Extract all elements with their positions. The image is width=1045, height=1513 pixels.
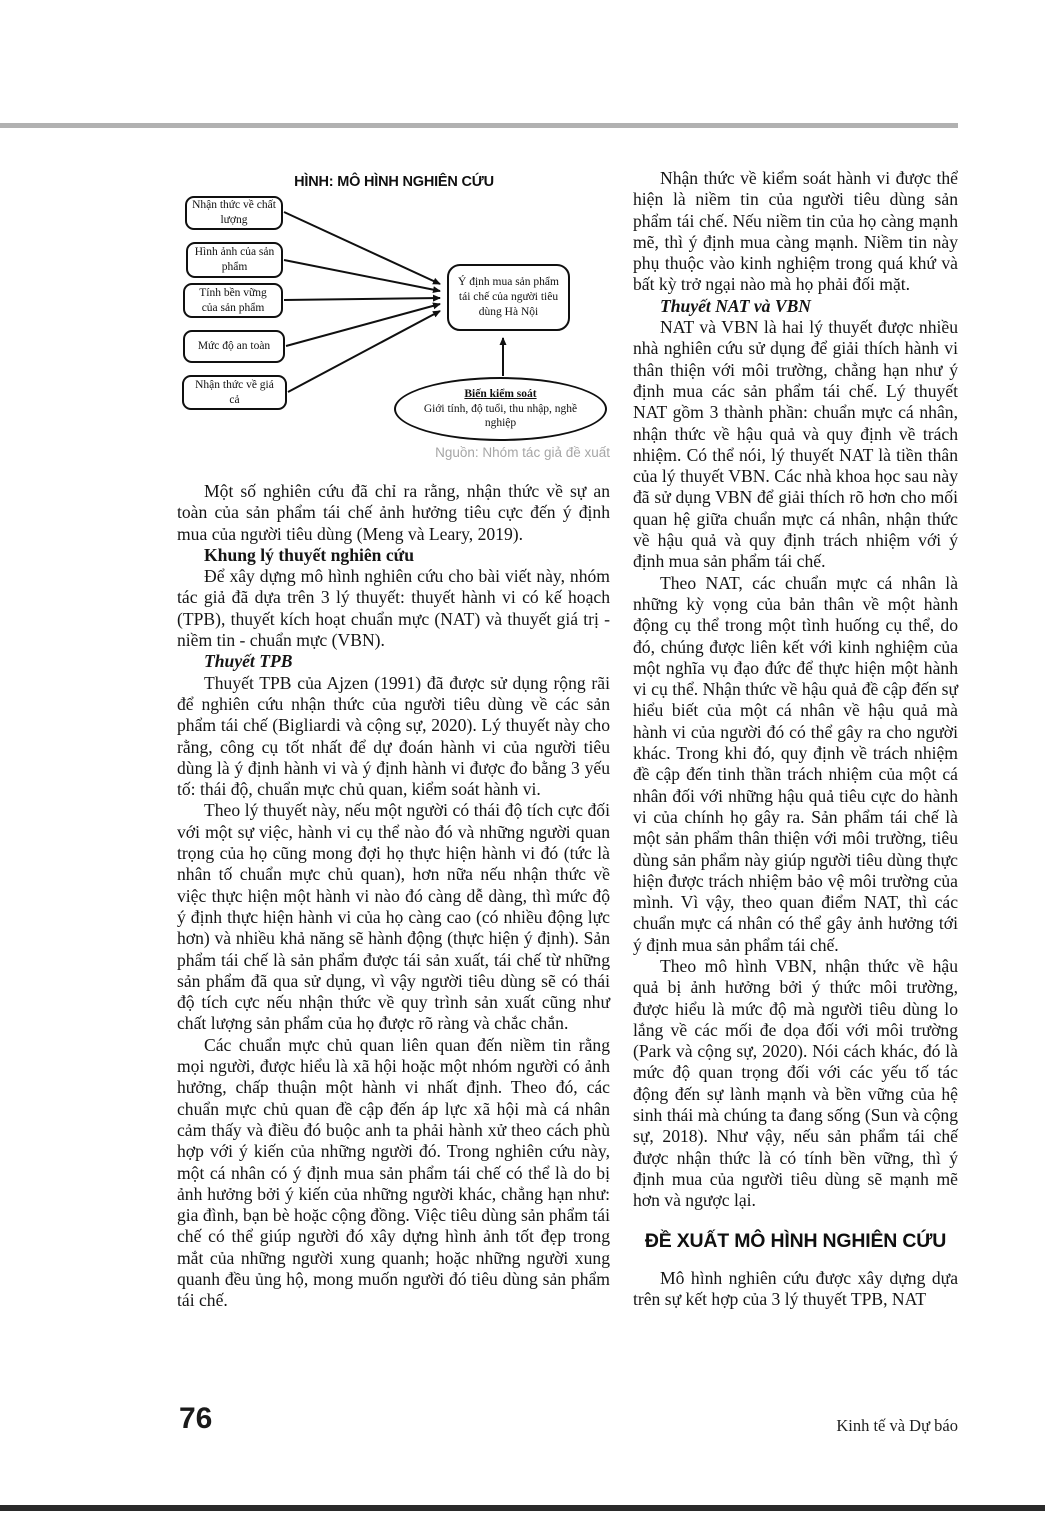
paragraph: Theo lý thuyết này, nếu một người có thái độ tích cực đối với một sự việc, hành vi cụ thể nào đó và những người quan trọng của họ cũng mong đợi họ thực hiện hành vi đó (tức là nhân tố chuẩn mực chủ quan), hơn nữa nếu nhận thức về việc thực hiện một hành vi nào đó càng dễ dàng, thì mức độ ý định thực hiện hành vi của họ càng cao (có nhiều động lực hơn) và nhiều khả năng sẽ hành động (thực hiện ý định). Sản phẩm tái chế là sản phẩm được tái sản xuất, tái chế từ những sản phẩm đã qua sử dụng, vì vậy người tiêu dùng sẽ có thái độ tích cực nếu nhận thức về quy trình sản xuất cũng như chất lượng sản phẩm của họ được rõ ràng và chắc chắn. xyxy=(177,800,610,1034)
control-variables-ellipse xyxy=(394,377,607,441)
figure-source-caption: Nguồn: Nhóm tác giả đề xuất xyxy=(435,445,610,460)
paragraph: Nhận thức về kiểm soát hành vi được thể hiện là niềm tin của người tiêu dùng sản phẩm tái chế. Nếu niềm tin của họ càng mạnh mẽ, thì ý định mua càng mạnh. Niềm tin này phụ thuộc vào kinh nghiệm trong quá khứ và bất kỳ trở ngại nào mà họ phải đối mặt. xyxy=(633,168,958,295)
journal-name: Kinh tế và Dự báo xyxy=(836,1416,958,1435)
factor-box-safety: Mức độ an toàn xyxy=(183,330,285,363)
header-rule xyxy=(0,123,958,128)
subheading-framework: Khung lý thuyết nghiên cứu xyxy=(204,544,415,565)
paragraph: NAT và VBN là hai lý thuyết được nhiều nhà nghiên cứu sử dụng để giải thích hành vi thân thiện với môi trường, chẳng hạn như ý định mua các sản phẩm tái chế. Lý thuyết NAT gồm 3 thành phần: chuẩn mực cá nhân, nhận thức về hậu quả và quy định về trách nhiệm. Có thể nói, lý thuyết NAT là tiền thân của lý thuyết VBN. Các nhà khoa học sau này đã sử dụng VBN để giải thích rõ hơn cho mối quan hệ giữa chuẩn mực cá nhân, nhận thức về hậu quả và quy định trách nhiệm với ý định mua sản phẩm tái chế. xyxy=(633,317,958,572)
paragraph: Mô hình nghiên cứu được xây dựng dựa trên sự kết hợp của 3 lý thuyết TPB, NAT xyxy=(633,1267,958,1309)
paragraph: Các chuẩn mực chủ quan liên quan đến niềm tin rằng mọi người, được hiểu là xã hội hoặc một nhóm người có ảnh hưởng, chấp thuận một hành vi nhất định. Theo đó, các chuẩn mực chủ quan đề cập đến áp lực xã hội mà cá nhân cảm thấy và điều đó buộc anh ta phải hành xử theo cách phù hợp với ý kiến của những người đó. Trong nghiên cứu này, một cá nhân có ý định mua sản phẩm tái chế có thể là do bị ảnh hưởng bởi ý kiến của những người khác, chẳng hạn như: gia đình, bạn bè hoặc cộng đồng. Việc tiêu dùng sản phẩm tái chế có thể giúp người đó xây dựng hình ảnh tốt đẹp trong mắt của những người xung quanh; hoặc những người xung quanh đều ủng hộ, mong muốn người đó tiêu dùng sản phẩm tái chế. xyxy=(177,1034,610,1311)
subheading-tpb: Thuyết TPB xyxy=(204,651,293,672)
subheading-nat-vbn: Thuyết NAT và VBN xyxy=(660,295,812,316)
paragraph: Để xây dựng mô hình nghiên cứu cho bài viết này, nhóm tác giả đã dựa trên 3 lý thuyết: thuyết hành vi có kế hoạch (TPB), thuyết kích hoạt chuẩn mực (NAT) và thuyết giá trị - niềm tin - chuẩn mực (VBN). xyxy=(177,566,610,651)
paragraph: Theo mô hình VBN, nhận thức về hậu quả bị ảnh hưởng bởi ý thức môi trường, được hiểu là mức độ mà người tiêu dùng lo lắng về các mối đe dọa đối với môi trường (Park và cộng sự, 2020). Nói cách khác, đó là mức độ quan trọng đối với các yếu tố tác động đến sự lành mạnh và bền vững của hệ sinh thái mà chúng ta đang sống (Sun và cộng sự, 2018). Như vậy, nếu sản phẩm tái chế được nhận thức là có tính bền vững, thì ý định mua của người tiêu dùng sẽ mạnh mẽ hơn và ngược lại. xyxy=(633,955,958,1211)
page-number: 76 xyxy=(179,1402,213,1435)
factor-box-quality: Nhận thức về chất lượng xyxy=(185,196,283,230)
figure-title: HÌNH: MÔ HÌNH NGHIÊN CỨU xyxy=(294,174,494,190)
control-variables-items: Giới tính, độ tuổi, thu nhập, nghề nghiệp xyxy=(423,402,578,430)
footer-rule xyxy=(0,1505,1045,1511)
paragraph: Một số nghiên cứu đã chỉ ra rằng, nhận thức về sự an toàn của sản phẩm tái chế ảnh hưởng tiêu cực đến ý định mua của người tiêu dùng (Meng và Leary, 2019). xyxy=(177,481,610,544)
control-variables-title: Biến kiểm soát xyxy=(464,387,537,400)
factor-box-sustainability: Tính bền vững của sản phẩm xyxy=(183,283,283,318)
section-heading-proposed-model: ĐỀ XUẤT MÔ HÌNH NGHIÊN CỨU xyxy=(644,1229,947,1252)
paragraph: Thuyết TPB của Ajzen (1991) đã được sử dụng rộng rãi để nghiên cứu nhận thức của người tiêu dùng về các sản phẩm tái chế (Bigliardi và cộng sự, 2020). Lý thuyết này cho rằng, công cụ tốt nhất để dự đoán hành vi của người tiêu dùng là ý định hành vi và ý định hành vi được đo bằng 3 yếu tố: thái độ, chuẩn mực chủ quan, kiểm soát hành vi. xyxy=(177,672,610,800)
paragraph: Theo NAT, các chuẩn mực cá nhân là những kỳ vọng của bản thân về một hành động cụ thể trong một tình huống cụ thể, do đó, chúng được liên kết với kinh nghiệm của một nghĩa vụ đạo đức để thực hiện một hành vi cụ thể. Nhận thức về hậu quả đề cập đến sự hiểu biết của một cá nhân về hậu quả mà hành vi của người đó có thể gây ra cho người khác. Trong khi đó, quy định về trách nhiệm đề cập đến tinh thần trách nhiệm của một cá nhân đối với những hậu quả tiêu cực do hành vi của chính họ gây ra. Sản phẩm tái chế là một sản phẩm thân thiện với môi trường, tiêu dùng sản phẩm này giúp người tiêu dùng thực hiện được trách nhiệm bảo vệ môi trường của mình. Vì vậy, theo quan điểm NAT, thì các chuẩn mực cá nhân có thể gây ảnh hưởng tới ý định mua sản phẩm tái chế. xyxy=(633,572,958,955)
right-column xyxy=(633,168,958,1310)
factor-box-image: Hình ảnh của sản phẩm xyxy=(186,242,283,278)
outcome-box: Ý định mua sản phẩm tái chế của người tiêu dùng Hà Nội xyxy=(447,264,570,331)
left-column xyxy=(177,481,610,1312)
factor-box-price: Nhận thức về giá cả xyxy=(182,375,287,410)
research-model-figure xyxy=(178,172,610,472)
